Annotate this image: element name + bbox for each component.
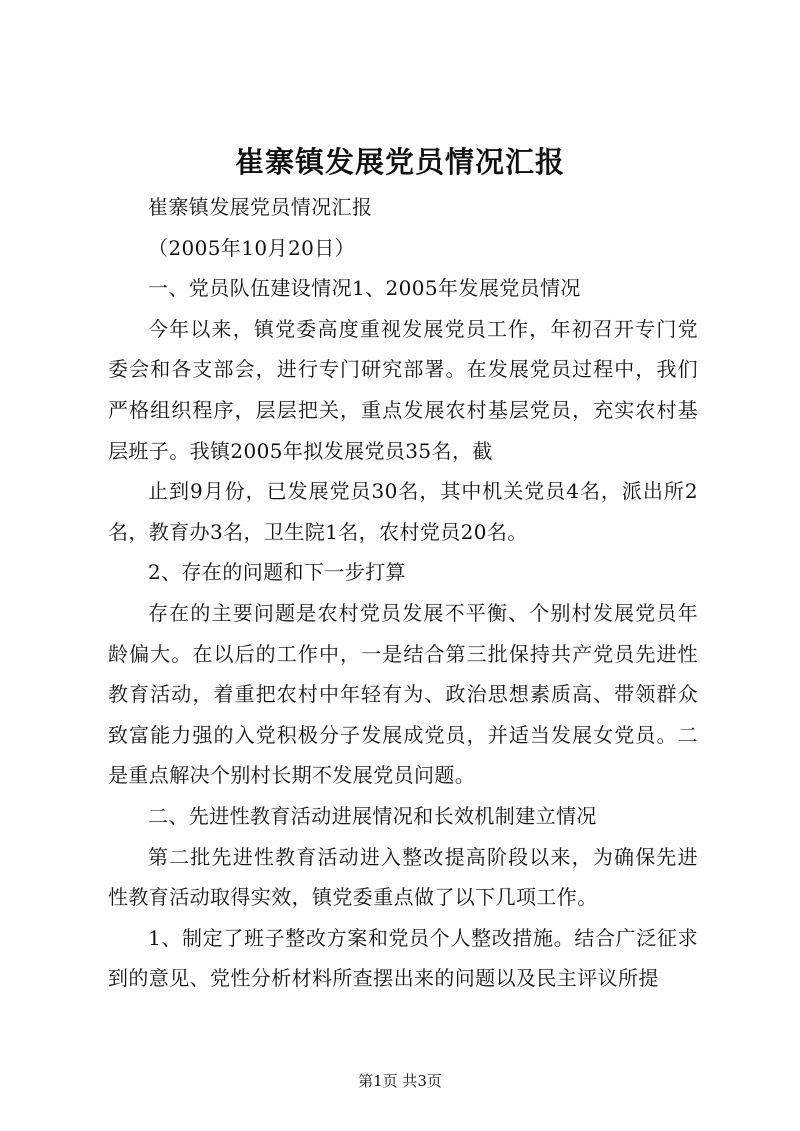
paragraph-problems-detail: 存在的主要问题是农村党员发展不平衡、个别村发展党员年龄偏大。在以后的工作中，一是结合第三批保持共产党员先进性教育活动，着重把农村中年轻有为、政治思想素质高、带领群众致富能力强的入党积极分子发展成党员，并适当发展女党员。二是重点解决个别村长期不发展党员问题。 [108,600,698,788]
paragraph-2005-overview: 今年以来，镇党委高度重视发展党员工作，年初召开专门党委会和各支部会，进行专门研究部署。在发展党员过程中，我们严格组织程序，层层把关，重点发展农村基层党员，充实农村基层班子。我镇2005年拟发展党员35名，截 [108,316,698,463]
document-body [108,187,698,999]
paragraph-section-1-heading: 一、党员队伍建设情况1、2005年发展党员情况 [148,276,581,301]
paragraph-progress-to-september: 止到9月份，已发展党员30名，其中机关党员4名，派出所2名，教育办3名，卫生院1名，农村党员20名。 [108,479,698,544]
document-title: 崔寨镇发展党员情况汇报 [234,145,565,179]
paragraph-date: （2005年10月20日） [148,235,355,260]
paragraph-problems-heading: 2、存在的问题和下一步打算 [148,560,406,585]
paragraph-section-2-intro: 第二批先进性教育活动进入整改提高阶段以来，为确保先进性教育活动取得实效，镇党委重点做了以下几项工作。 [108,844,698,910]
paragraph-section-2-heading: 二、先进性教育活动进展情况和长效机制建立情况 [148,803,597,828]
paragraph-subtitle: 崔寨镇发展党员情况汇报 [148,195,373,219]
paragraph-item-1: 1、制定了班子整改方案和党员个人整改措施。结合广泛征求到的意见、党性分析材料所查摆出来的问题以及民主评议所提 [108,925,698,991]
page-number-footer: 第1页 共3页 [358,1072,442,1090]
